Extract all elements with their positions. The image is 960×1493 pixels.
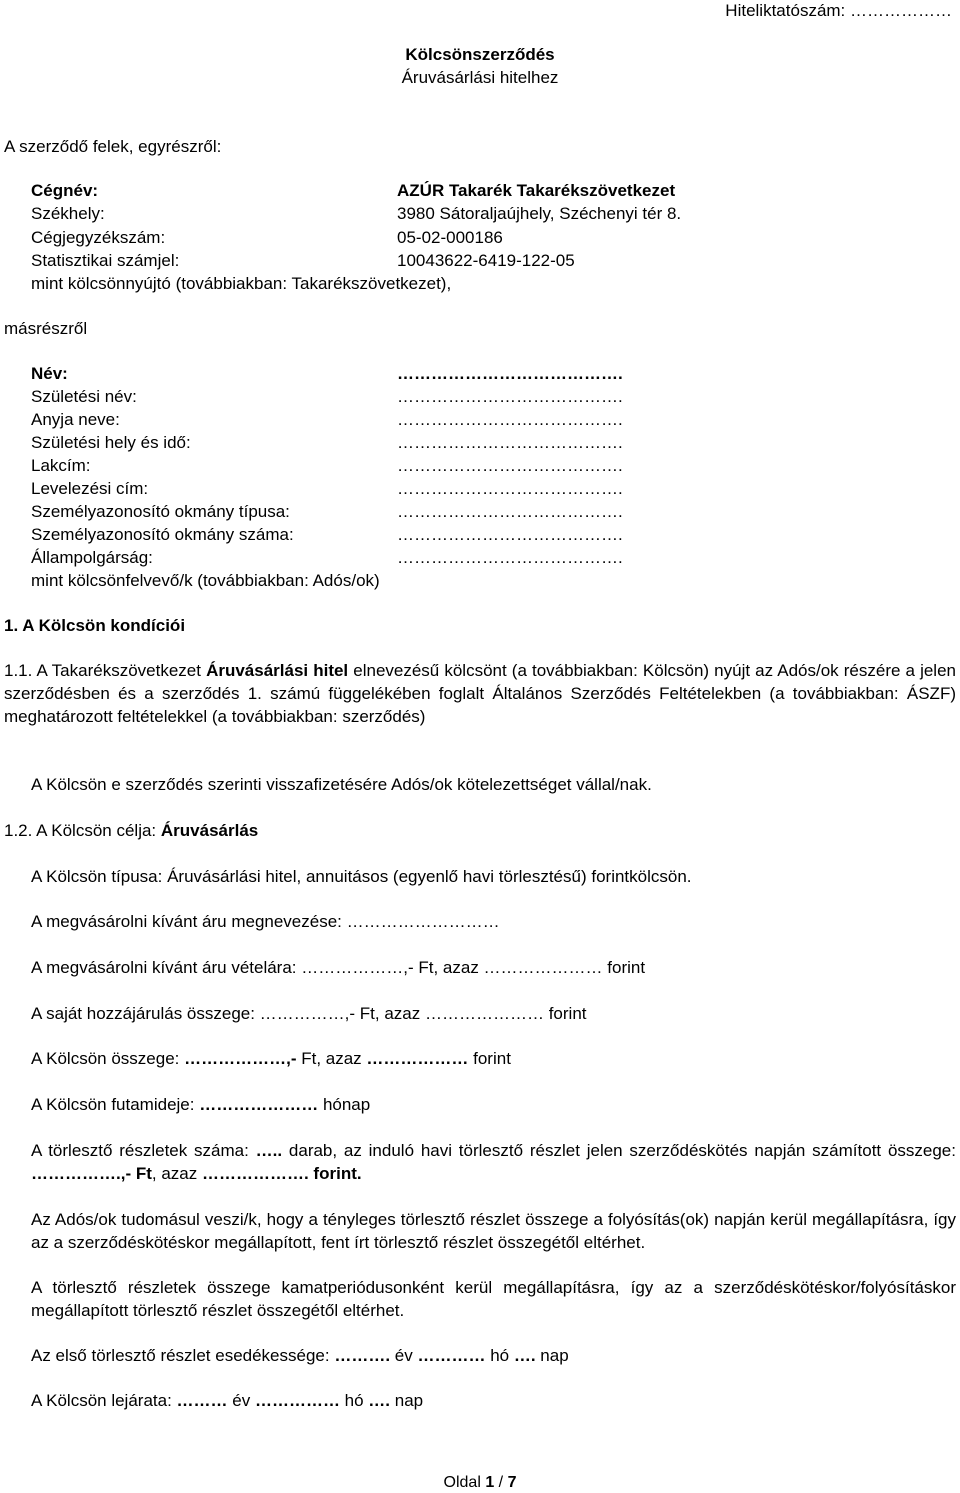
borrower-idno-label: Személyazonosító okmány száma: bbox=[31, 525, 294, 544]
goods-name: A megvásárolni kívánt áru megnevezése: ……………………… bbox=[31, 912, 500, 931]
lender-name-label: Cégnév: bbox=[31, 181, 99, 200]
loan-maturity: A Kölcsön lejárata: ……… év …………… hó …. nap bbox=[31, 1391, 424, 1410]
borrower-mother-label: Anyja neve: bbox=[31, 410, 120, 429]
lender-seat-label: Székhely: bbox=[31, 204, 105, 223]
borrower-closing: mint kölcsönfelvevő/k (továbbiakban: Adós/ok) bbox=[31, 571, 380, 590]
registration-number: Hiteliktatószám: ……………… bbox=[725, 1, 952, 20]
loan-type: A Kölcsön típusa: Áruvásárlási hitel, annuitásos (egyenlő havi törlesztésű) forintkölcsön. bbox=[31, 867, 692, 886]
borrower-idno-value: …………………………………. bbox=[397, 525, 623, 544]
lender-closing: mint kölcsönnyújtó (továbbiakban: Takarékszövetkezet), bbox=[31, 274, 452, 293]
loan-term: A Kölcsön futamideje: ………………… hónap bbox=[31, 1095, 371, 1114]
borrower-birth-value: …………………………………. bbox=[397, 433, 623, 452]
borrower-mail-label: Levelezési cím: bbox=[31, 479, 149, 498]
own-contribution: A saját hozzájárulás összege: ……………,- Ft, azaz ………………… forint bbox=[31, 1004, 587, 1023]
borrower-name-label: Név: bbox=[31, 364, 68, 383]
obligation-text: A Kölcsön e szerződés szerinti visszafizetésére Adós/ok kötelezettséget vállal/nak. bbox=[31, 775, 652, 794]
note-interest-period: A törlesztő részletek összege kamatperiódusonként kerül megállapításra, így az a szerződéskötéskor/folyósításkor megállapított törlesztő részlet összegétől eltérhet. bbox=[31, 1278, 956, 1320]
borrower-address-value: …………………………………. bbox=[397, 456, 623, 475]
note-actual-installment: Az Adós/ok tudomásul veszi/k, hogy a tényleges törlesztő részlet összege a folyósítás(ok) napján kerül megállapításra, így az a szerződéskötéskor megállapított, fent írt törlesztő részlet összegétől eltérhet. bbox=[31, 1210, 956, 1252]
borrower-idtype-value: …………………………………. bbox=[397, 502, 623, 521]
document-subtitle: Áruvásárlási hitelhez bbox=[401, 68, 559, 87]
borrower-mother-value: …………………………………. bbox=[397, 410, 623, 429]
lender-regno-value: 05-02-000186 bbox=[397, 228, 503, 247]
borrower-citizenship-value: …………………………………. bbox=[397, 548, 623, 567]
first-installment-due: Az első törlesztő részlet esedékessége: ………. év ………… hó …. nap bbox=[31, 1346, 569, 1365]
installments-paragraph: A törlesztő részletek száma: ….. darab, az induló havi törlesztő részlet jelen szerződéskötés napján számított összege: …………….,- Ft, azaz ………………. forint. bbox=[31, 1141, 956, 1183]
other-party-label: másrészről bbox=[4, 319, 88, 338]
borrower-name-value: …………………………………. bbox=[397, 364, 623, 383]
page-number: Oldal 1 / 7 bbox=[443, 1474, 517, 1491]
lender-seat-value: 3980 Sátoraljaújhely, Széchenyi tér 8. bbox=[397, 204, 682, 223]
lender-statno-value: 10043622-6419-122-05 bbox=[397, 251, 575, 270]
borrower-birth-label: Születési hely és idő: bbox=[31, 433, 191, 452]
paragraph-1-2: 1.2. A Kölcsön célja: Áruvásárlás bbox=[4, 821, 259, 840]
borrower-address-label: Lakcím: bbox=[31, 456, 91, 475]
paragraph-1-1: 1.1. A Takarékszövetkezet Áruvásárlási hitel elnevezésű kölcsönt (a továbbiakban: Kölcsön) nyújt az Adós/ok részére a jelen szerződésben és a szerződés 1. számú függelékében foglalt Általános Szerződés Feltételekben (a továbbiakban: ÁSZF) meghatározott feltételekkel (a továbbiakban: szerződés) bbox=[4, 661, 956, 726]
borrower-mail-value: …………………………………. bbox=[397, 479, 623, 498]
borrower-birthname-value: …………………………………. bbox=[397, 387, 623, 406]
borrower-birthname-label: Születési név: bbox=[31, 387, 137, 406]
loan-amount: A Kölcsön összege: ………………,- Ft, azaz ……………… forint bbox=[31, 1049, 511, 1068]
lender-regno-label: Cégjegyzékszám: bbox=[31, 228, 166, 247]
section-heading: 1. A Kölcsön kondíciói bbox=[4, 616, 186, 635]
document-title: Kölcsönszerződés bbox=[405, 45, 555, 64]
borrower-citizenship-label: Állampolgárság: bbox=[31, 548, 153, 567]
lender-statno-label: Statisztikai számjel: bbox=[31, 251, 180, 270]
goods-price: A megvásárolni kívánt áru vételára: ………………,- Ft, azaz ………………… forint bbox=[31, 958, 646, 977]
borrower-idtype-label: Személyazonosító okmány típusa: bbox=[31, 502, 290, 521]
lender-name-value: AZÚR Takarék Takarékszövetkezet bbox=[397, 181, 676, 200]
parties-intro: A szerződő felek, egyrészről: bbox=[4, 137, 222, 156]
